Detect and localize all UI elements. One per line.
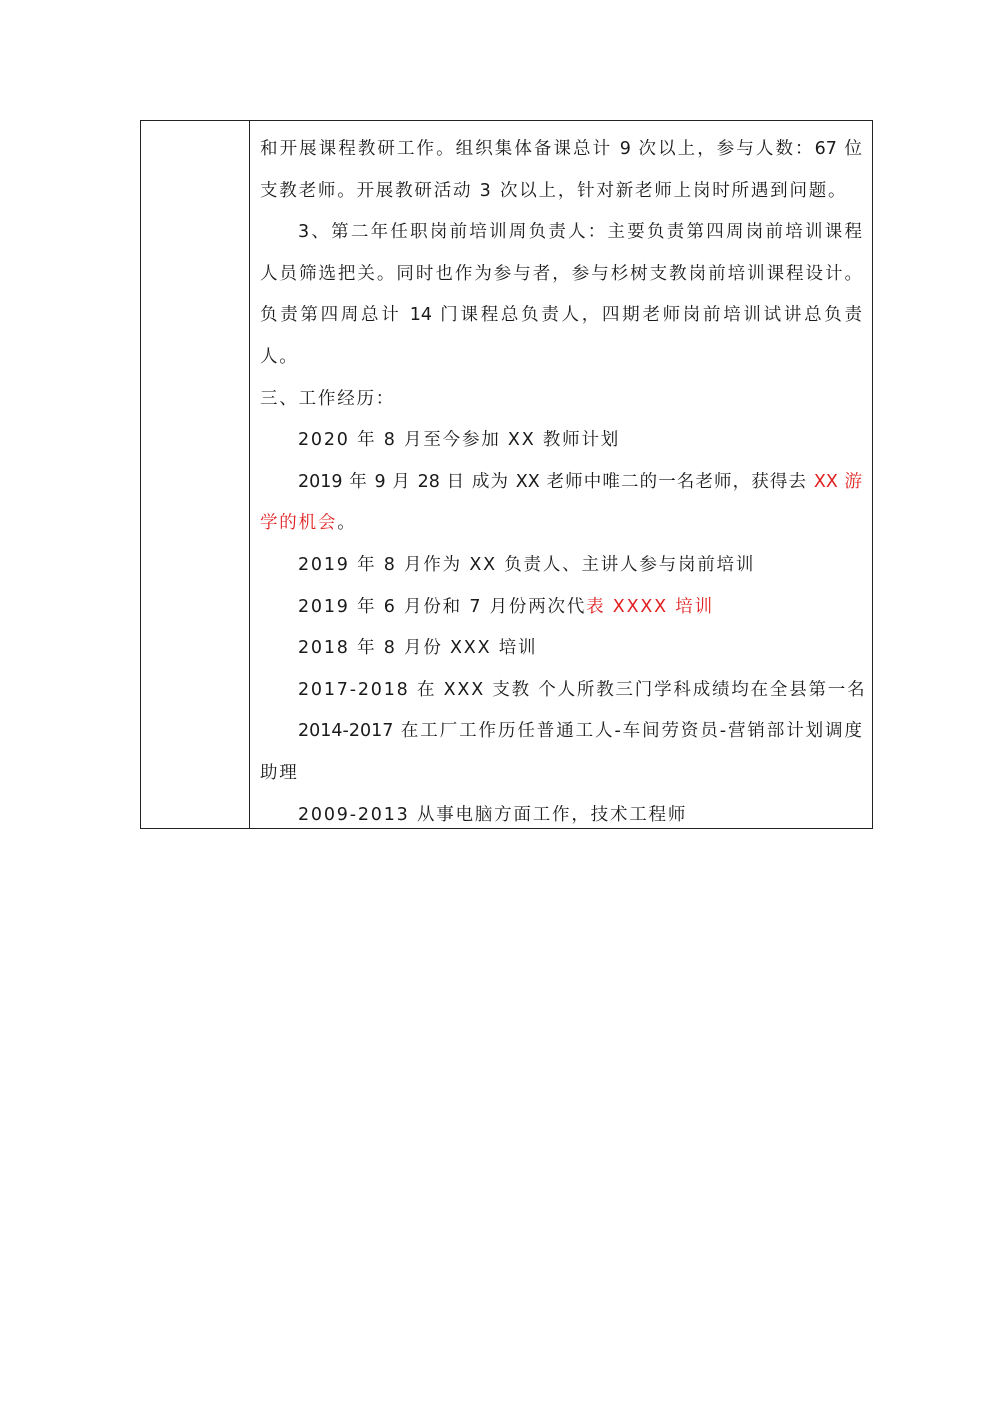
experience-item-2014-2017-cont: 助理: [260, 762, 299, 783]
paragraph-b-line-2: 人员筛选把关。同时也作为参与者，参与杉树支教岗前培训课程设计。: [260, 263, 862, 284]
experience-text: 。: [337, 513, 357, 534]
experience-item-2019-jun-jul: [260, 587, 862, 629]
experience-item-2020: 2020 年 8 月至今参加 XX 教师计划: [298, 430, 621, 451]
experience-item-2017-2018: 2017-2018 在 XXX 支教 个人所教三门学科成绩均在全县第一名: [298, 679, 867, 700]
paragraph-b-line-1: 3、第二年任职岗前培训周负责人：主要负责第四周岗前培训课程: [298, 222, 862, 243]
experience-text: 2019 年 6 月份和 7 月份两次代: [298, 596, 587, 617]
label-cell: [141, 121, 250, 828]
experience-item-2009-2013: 2009-2013 从事电脑方面工作，技术工程师: [298, 804, 688, 825]
paragraph-a-line-2: 支教老师。开展教研活动 3 次以上，针对新老师上岗时所遇到问题。: [260, 180, 848, 201]
experience-item-2019-sep: [260, 462, 862, 504]
section-heading-work-experience: 三、工作经历：: [260, 388, 396, 409]
experience-item-2019-sep-cont: [260, 503, 862, 545]
experience-item-2019-aug: 2019 年 8 月作为 XX 负责人、主讲人参与岗前培训: [298, 554, 756, 575]
experience-item-2014-2017: 2014-2017 在工厂工作历任普通工人-车间劳资员-营销部计划调度: [298, 721, 862, 742]
highlight-text: 学的机会: [260, 513, 338, 534]
paragraph-b-line-3: 负责第四周总计 14 门课程总负责人，四期老师岗前培训试讲总负责: [260, 305, 862, 326]
paragraph-b-line-4: 人。: [260, 346, 299, 367]
experience-item-2018: 2018 年 8 月份 XXX 培训: [298, 638, 538, 659]
highlight-text: 表 XXXX 培训: [586, 596, 714, 617]
highlight-text: XX 游: [813, 471, 862, 492]
content-cell: [250, 121, 872, 828]
experience-text: 2019 年 9 月 28 日 成为 XX 老师中唯二的一名老师，获得去: [298, 471, 814, 492]
resume-table: [140, 120, 873, 829]
paragraph-a-line-1: 和开展课程教研工作。组织集体备课总计 9 次以上，参与人数：67 位: [260, 139, 862, 159]
